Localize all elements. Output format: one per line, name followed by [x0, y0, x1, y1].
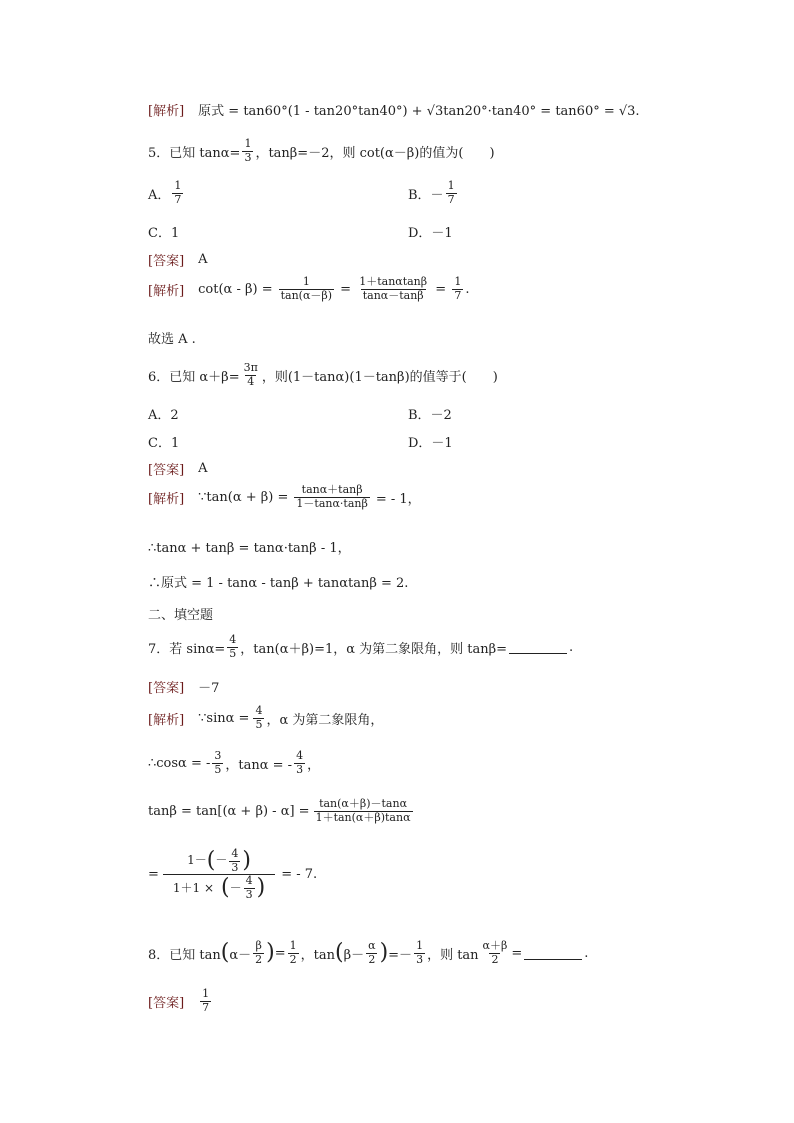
- q7-analysis: [148, 705, 383, 731]
- frac-den: 7: [202, 1000, 210, 1014]
- frac-num: 1: [289, 939, 297, 952]
- option-label: A．: [148, 187, 171, 203]
- answer-value: A: [198, 461, 208, 476]
- frac-num: tanα＋tanβ: [301, 483, 363, 496]
- answer-value: －7: [198, 681, 220, 696]
- frac-num: 3: [214, 749, 222, 762]
- frac-text: 1＋1 ×: [172, 880, 215, 895]
- frac-num: 1: [244, 137, 252, 150]
- q8-stem-mid: ，tan: [300, 947, 335, 963]
- q6-line2: ∴tanα + tanβ = tanα·tanβ - 1，: [148, 541, 351, 556]
- big-frac-num: 1－ ( － $\frac{4}{3}$ ): [187, 847, 251, 874]
- analysis-text: ，α 为第二象限角，: [266, 712, 384, 728]
- q4-expression: 原式 = tan60°(1 - tan20°tan40°) + √3tan20°·tan40° = tan60° = √3.: [198, 104, 640, 119]
- analysis-text: ∵sinα =: [198, 710, 250, 726]
- answer-fraction: [200, 988, 211, 1014]
- q6-option-d: D．－1: [408, 436, 453, 451]
- frac-num: 1: [454, 275, 462, 288]
- frac-den: 5: [255, 717, 263, 731]
- q4-analysis: [148, 100, 640, 119]
- q8-fraction: [366, 940, 377, 966]
- q6-option-a: A．2: [148, 408, 179, 423]
- frac-num: 1: [302, 275, 310, 288]
- frac-num: 1: [202, 987, 210, 1000]
- analysis-fraction: [279, 276, 334, 302]
- frac-den: 5: [214, 762, 222, 776]
- analysis-tag: [解析]: [148, 712, 185, 728]
- answer-blank[interactable]: [509, 641, 567, 654]
- q5-conclusion: 故选 A .: [148, 332, 196, 347]
- q5-analysis: [解析] cot(α - β) = $\frac{1}{\tan(\alpha-\beta)}$ = $\frac{1+\tan\alpha\tan\beta}{\tan\alpha-\tan\beta}$ = $\frac{1}{7}$ .: [148, 275, 470, 302]
- q7-stem-b: ，tan(α＋β)=1，α 为第二象限角，则 tanβ=: [240, 641, 508, 657]
- q7-stem-end: .: [569, 639, 574, 655]
- analysis-fraction: [212, 750, 223, 776]
- frac-num: α: [368, 939, 376, 952]
- q8-stem-a: 8．已知 tan: [148, 947, 221, 963]
- analysis-text: cot(α - β) =: [198, 281, 273, 297]
- frac-den: 7: [454, 288, 462, 302]
- q7-stem: [148, 634, 573, 660]
- analysis-text: = - 1，: [375, 491, 421, 507]
- frac-num: 1: [416, 939, 424, 952]
- frac-den: 5: [229, 646, 237, 660]
- frac-den: 1＋tan(α＋β)tanα: [315, 810, 411, 824]
- frac-num: 1: [174, 179, 182, 192]
- frac-num: α＋β: [482, 939, 508, 952]
- q7-line2: [148, 750, 320, 776]
- analysis-fraction: [357, 276, 429, 302]
- frac-num: 4: [231, 847, 239, 860]
- analysis-fraction: [452, 276, 463, 302]
- analysis-text: ∵tan(α + β) =: [198, 489, 289, 505]
- answer-blank[interactable]: [524, 947, 582, 960]
- q8-fraction: [288, 940, 299, 966]
- q8-stem-end: .: [584, 945, 589, 961]
- q6-stem-fraction: [242, 362, 260, 388]
- analysis-fraction: [314, 798, 413, 824]
- q5-stem: [148, 138, 495, 164]
- frac-num: tan(α＋β)－tanα: [319, 797, 408, 810]
- q8-fraction: [253, 940, 264, 966]
- big-frac-den: 1＋1 × ( － $\frac{4}{3}$ ): [163, 874, 275, 901]
- analysis-fraction: [294, 484, 369, 510]
- q6-stem-a: 6．已知 α＋β=: [148, 369, 240, 385]
- frac-den: 3: [296, 762, 304, 776]
- frac-num: 4: [245, 874, 253, 888]
- q7-stem-a: 7．若 sinα=: [148, 641, 226, 657]
- q8-answer: [148, 988, 213, 1014]
- frac-num: 4: [229, 633, 237, 646]
- q5-option-b: [408, 180, 459, 206]
- section-heading: 二、填空题: [148, 608, 214, 623]
- q6-option-b: B．－2: [408, 408, 452, 423]
- q5-stem-fraction: [242, 138, 253, 164]
- analysis-tag: [解析]: [148, 104, 185, 119]
- frac-text: 1－: [187, 853, 207, 868]
- q6-stem-b: ，则(1－tanα)(1－tanβ)的值等于( ): [261, 369, 498, 385]
- frac-den: tan(α－β): [280, 288, 333, 302]
- q8-fraction: [481, 940, 510, 966]
- q8-stem-then: ，则 tan: [427, 947, 479, 963]
- frac-den: 3: [245, 887, 253, 901]
- q6-line3: ∴原式 = 1 - tanα - tanβ + tanαtanβ = 2.: [148, 576, 409, 591]
- answer-tag: [答案]: [148, 254, 185, 269]
- q5-option-c: C．1: [148, 226, 180, 241]
- analysis-text: ∴cosα = -: [148, 755, 211, 771]
- q7-answer: [148, 677, 219, 696]
- frac-num: 1＋tanαtanβ: [359, 275, 428, 288]
- frac-den: 1－tanα·tanβ: [296, 496, 368, 510]
- q5-option-d: D．－1: [408, 226, 453, 241]
- analysis-big-fraction: [163, 848, 275, 902]
- q8-stem: 8．已知 tan ( α－ $\frac{\beta}{2}$ ) = $\frac{1}{2}$ ，tan ( β－ $\frac{\alpha}{2}$ ) =－ $\frac{1}{3}$ ，则 tan $\frac{\alpha+\beta}{2}$ = .: [148, 939, 589, 966]
- frac-den: 2: [368, 952, 376, 966]
- option-label: B．－: [408, 187, 444, 203]
- analysis-text: ，: [307, 757, 321, 773]
- analysis-tag: [解析]: [148, 491, 185, 507]
- frac-num: 4: [296, 749, 304, 762]
- frac-den: 2: [491, 952, 499, 966]
- analysis-text: =: [148, 867, 159, 883]
- frac-den: 7: [447, 192, 455, 206]
- analysis-tag: [解析]: [148, 283, 185, 299]
- inner-fraction: [229, 848, 240, 874]
- answer-tag: [答案]: [148, 995, 185, 1011]
- q6-option-c: C．1: [148, 436, 180, 451]
- q6-answer: [148, 459, 208, 478]
- frac-den: 4: [247, 374, 255, 388]
- frac-num: 3π: [243, 361, 258, 374]
- frac-num: 4: [255, 704, 263, 717]
- q7-stem-fraction: [227, 634, 238, 660]
- analysis-text: tanβ = tan[(α + β) - α] =: [148, 803, 310, 819]
- frac-den: 7: [174, 192, 182, 206]
- q5-option-a: [148, 180, 185, 206]
- analysis-fraction: [294, 750, 305, 776]
- analysis-text: ，tanα = -: [225, 757, 293, 773]
- answer-value: A: [198, 252, 208, 267]
- frac-den: 3: [244, 150, 252, 164]
- q7-line4: [148, 848, 317, 902]
- answer-tag: [答案]: [148, 463, 185, 478]
- q7-line3: [148, 798, 415, 824]
- q6-analysis: [148, 484, 421, 510]
- frac-num: 1: [447, 179, 455, 192]
- answer-tag: [答案]: [148, 681, 185, 696]
- q5-stem-b: ，tanβ=－2，则 cot(α－β)的值为( ): [255, 145, 495, 161]
- frac-num: β: [255, 939, 262, 952]
- option-fraction: [172, 180, 183, 206]
- analysis-fraction: [253, 705, 264, 731]
- frac-den: 3: [416, 952, 424, 966]
- q5-answer: [148, 250, 208, 269]
- frac-den: 2: [255, 952, 263, 966]
- frac-den: 3: [231, 860, 239, 874]
- q8-fraction: [414, 940, 425, 966]
- frac-den: 2: [289, 952, 297, 966]
- option-fraction: [446, 180, 457, 206]
- q6-stem: [148, 362, 498, 388]
- inner-fraction: [244, 875, 255, 901]
- analysis-text: = - 7.: [281, 867, 318, 883]
- frac-den: tanα－tanβ: [362, 288, 424, 302]
- q5-stem-a: 5．已知 tanα=: [148, 145, 241, 161]
